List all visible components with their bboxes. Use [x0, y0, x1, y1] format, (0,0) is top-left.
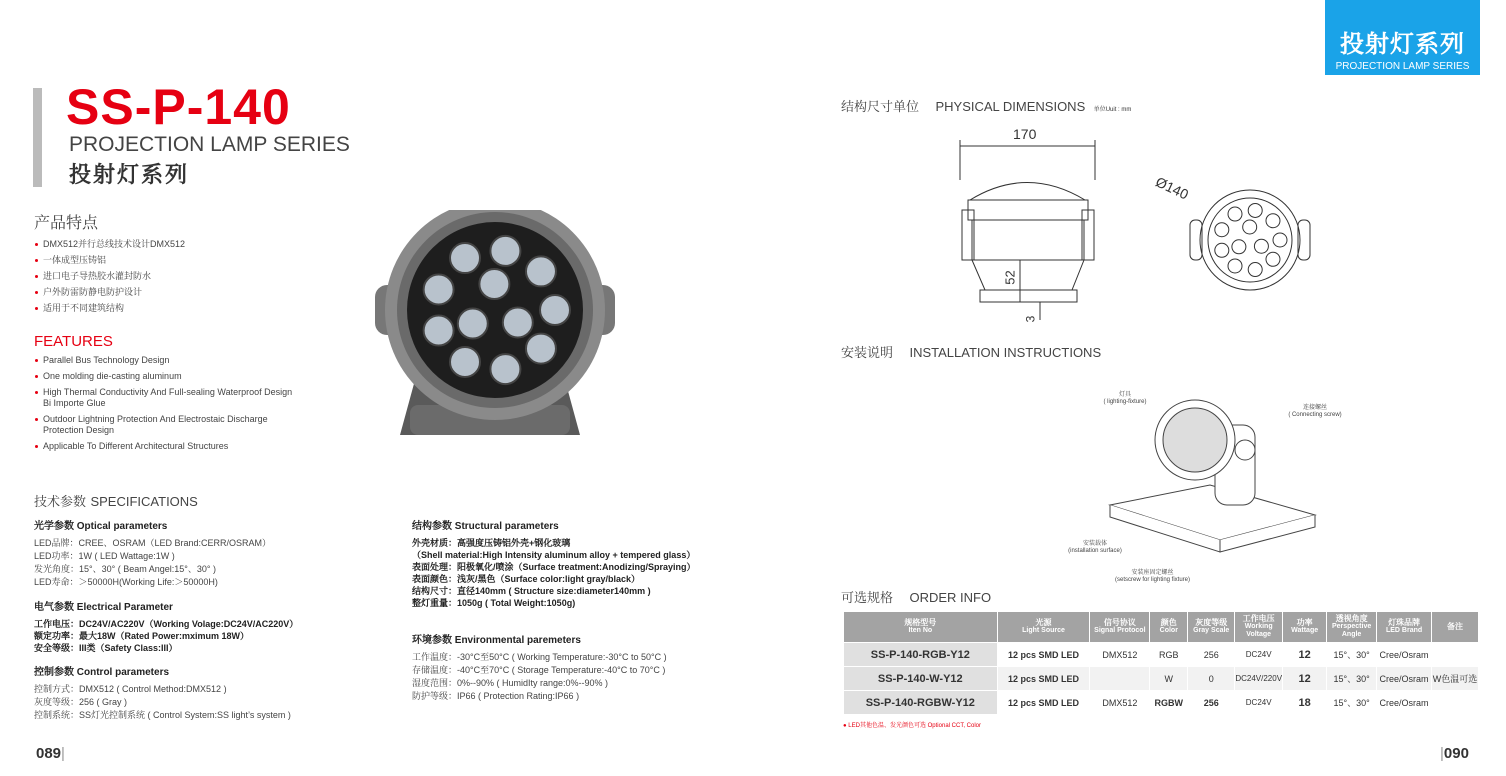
led-outline — [1266, 214, 1280, 228]
feature-cn-item: 适用于不同建筑结构 — [34, 303, 185, 314]
led-outline — [1266, 252, 1280, 266]
installation-title — [841, 342, 1101, 362]
column-header-en: Wattage — [1291, 627, 1319, 634]
label-connecting-screw: 连接螺丝 ( Connecting screw) — [1288, 405, 1342, 418]
control-spec-line: 控制系统：SS灯光控制系统 ( Control System:SS light’s system ) — [34, 710, 291, 720]
led-outline — [1228, 259, 1242, 273]
table-cell: 0 — [1188, 667, 1234, 690]
led-lens — [490, 354, 520, 384]
feature-cn-item: 户外防雷防静电防护设计 — [34, 287, 185, 298]
banner-title-en: PROJECTION LAMP SERIES — [1335, 61, 1470, 72]
features-cn — [34, 210, 185, 319]
table-cell: DMX512 — [1102, 697, 1138, 708]
dimensions-title-cn: 结构尺寸单位 — [841, 99, 920, 114]
feature-cn-item: DMX512并行总线技术设计DMX512 — [34, 239, 185, 250]
column-header-cn: 透视角度 — [1335, 614, 1368, 623]
table-cell: 15°、30° — [1333, 650, 1370, 660]
feature-cn-item: 一体成型压铸铝 — [34, 255, 185, 266]
page-number-left: 089| — [36, 745, 65, 762]
dimension-height: 52 — [1002, 270, 1018, 285]
dimensions-title — [841, 96, 1131, 116]
table-cell: 15°、30° — [1333, 698, 1370, 708]
installation-title-cn: 安装说明 — [841, 345, 894, 360]
column-header-cn: 备注 — [1447, 622, 1464, 631]
column-header — [844, 612, 997, 642]
environmental-spec-line: 存储温度：-40°C至70°C ( Storage Temperature:-40°C to 70°C ) — [412, 665, 666, 675]
led-outline — [1215, 223, 1229, 237]
led-outline — [1248, 263, 1262, 277]
column-header-en: Iten No — [908, 627, 933, 634]
table-cell: DMX512 — [1102, 649, 1138, 660]
specs-title-cn: 技术参数 — [34, 494, 87, 509]
table-cell: Cree/Osram — [1377, 667, 1431, 690]
led-outline — [1215, 243, 1229, 257]
column-header — [998, 612, 1090, 642]
feature-en-item: Parallel Bus Technology Design — [34, 355, 294, 366]
column-header — [1377, 612, 1431, 642]
structural-title: 结构参数 Structural parameters — [412, 521, 559, 532]
table-cell: 12 pcs SMD LED — [1007, 697, 1080, 708]
table-cell: DC24V — [1245, 698, 1272, 707]
table-cell: 12 — [1298, 648, 1311, 661]
column-header-en: Color — [1159, 627, 1178, 634]
led-lens — [424, 316, 454, 346]
electrical-title: 电气参数 Electrical Parameter — [34, 602, 173, 613]
dimensions-unit: 单位Uuit : mm — [1093, 107, 1132, 113]
table-cell: 12 — [1283, 667, 1326, 690]
column-header-cn: 灰度等级 — [1195, 618, 1228, 627]
optical-spec-line: LED寿命：＞50000H(Working Life:＞50000H) — [34, 577, 218, 587]
electrical-spec-line: 安全等级：III类（Safety Class:III） — [34, 643, 178, 653]
structural-spec-line: 表面颜色：浅灰/黑色（Surface color:light gray/black） — [412, 574, 641, 584]
column-header — [1283, 612, 1326, 642]
table-cell: 12 pcs SMD LED — [1007, 649, 1080, 660]
column-header — [1150, 612, 1187, 642]
structural-spec-line: 结构尺寸：直径140mm ( Structure size:diameter140mm ) — [412, 586, 651, 596]
series-en: PROJECTION LAMP SERIES — [69, 133, 350, 156]
order-note-text: LED其他色温、发光颜色可选 Optional CCT, Color — [848, 723, 981, 729]
column-header-cn: 信号协议 — [1103, 618, 1136, 627]
column-header-cn: 规格型号 — [904, 618, 937, 627]
dimensions-title-en: PHYSICAL DIMENSIONS — [935, 99, 1086, 114]
column-header-en: Perspective Angle — [1331, 623, 1372, 638]
led-outline — [1232, 240, 1246, 254]
feature-en-item: Outdoor Lightning Protection And Electrostaic Discharge Protection Design — [34, 414, 294, 436]
column-header — [1090, 612, 1149, 642]
feature-en-item: Applicable To Different Architectural Structures — [34, 441, 294, 452]
table-row — [844, 691, 1478, 714]
structural-spec-line: 整灯重量：1050g ( Total Weight:1050g) — [412, 598, 576, 608]
led-lens — [450, 243, 480, 273]
table-row — [844, 643, 1478, 666]
feature-en-item: High Thermal Conductivity And Full-sealing Waterproof Design Bi Importe Glue — [34, 387, 294, 409]
model-title: SS-P-140 — [66, 79, 291, 135]
table-cell: 256 — [1203, 697, 1219, 708]
dimension-base: 3 — [1023, 315, 1038, 323]
table-cell: 12 pcs SMD LED — [998, 667, 1090, 690]
led-lens — [450, 347, 480, 377]
label-installation-surface: 安装载体 (installation surface) — [1068, 541, 1122, 554]
led-lens — [526, 334, 556, 364]
led-outline — [1273, 233, 1287, 247]
led-lens — [540, 295, 570, 325]
specs-title-en: SPECIFICATIONS — [90, 494, 198, 509]
table-cell: 15°、30° — [1327, 667, 1376, 690]
label-fixture: 灯具 ( lighting-fixture) — [1103, 392, 1147, 405]
table-cell: 18 — [1298, 696, 1311, 709]
title-accent-bar — [33, 88, 42, 187]
led-outline — [1248, 203, 1262, 217]
control-spec-line: 灰度等级：256 ( Gray ) — [34, 697, 128, 707]
environmental-spec-line: 工作温度：-30°C至50°C ( Working Temperature:-30°C to 50°C ) — [412, 652, 667, 662]
table-cell: SS-P-140-RGB-Y12 — [844, 643, 997, 666]
table-cell: 256 — [1203, 649, 1219, 660]
environmental-spec-line: 湿度范围：0%--90% ( HumidIty range:0%--90% ) — [412, 678, 609, 688]
column-header-cn: 光源 — [1035, 618, 1052, 627]
banner-title-cn: 投射灯系列 — [1340, 31, 1465, 58]
order-table — [843, 611, 1479, 715]
feature-cn-item: 进口电子导热胶水灌封防水 — [34, 271, 185, 282]
led-lens — [526, 256, 556, 286]
optical-spec-line: LED品牌：CREE、OSRAM（LED Brand:CERR/OSRAM） — [34, 538, 272, 548]
column-header-en: Signal Protocol — [1094, 627, 1146, 634]
table-cell: RGBW — [1154, 697, 1184, 708]
dimension-diameter: Ø140 — [1153, 173, 1192, 203]
table-cell: Cree/Osram — [1379, 649, 1429, 660]
dimension-width: 170 — [1013, 126, 1037, 142]
environmental-spec-line: 防护等级：IP66 ( Protection Rating:IP66 ) — [412, 691, 580, 701]
series-cn: 投射灯系列 — [69, 162, 190, 187]
table-cell — [1432, 643, 1478, 666]
column-header — [1327, 612, 1376, 642]
column-header — [1432, 612, 1478, 642]
led-lens — [424, 274, 454, 304]
led-lens — [458, 309, 488, 339]
table-cell: DC24V — [1245, 650, 1272, 659]
optical-spec-line: LED功率：1W ( LED Wattage:1W ) — [34, 551, 175, 561]
led-outline — [1228, 207, 1242, 221]
electrical-spec-line: 工作电压：DC24V/AC220V（Working Volage:DC24V/AC220V） — [34, 619, 299, 629]
column-header-cn: 功率 — [1296, 618, 1313, 627]
table-cell — [1432, 691, 1478, 714]
table-cell: W色温可选 — [1432, 667, 1478, 690]
table-cell: Cree/Osram — [1379, 697, 1429, 708]
control-spec-line: 控制方式：DMX512 ( Control Method:DMX512 ) — [34, 684, 227, 694]
led-outline — [1254, 239, 1268, 253]
table-cell: DC24V/220V — [1235, 667, 1282, 690]
order-title — [841, 587, 991, 607]
electrical-spec-line: 额定功率：最大18W（Rated Power:mximum 18W） — [34, 631, 250, 641]
control-title: 控制参数 Control parameters — [34, 667, 170, 678]
column-header-en: Gray Scale — [1193, 627, 1230, 634]
column-header-cn: 灯珠品牌 — [1388, 618, 1421, 627]
table-cell: SS-P-140-RGBW-Y12 — [844, 691, 997, 714]
environmental-title: 环境参数 Environmental paremeters — [412, 635, 581, 646]
feature-en-item: One molding die-casting aluminum — [34, 371, 294, 382]
specs-right — [412, 517, 742, 703]
led-lens — [490, 236, 520, 266]
column-header-cn: 颜色 — [1160, 618, 1177, 627]
column-header — [1188, 612, 1234, 642]
column-header-en: Working Voltage — [1244, 623, 1273, 638]
table-cell: SS-P-140-W-Y12 — [844, 667, 997, 690]
features-en — [34, 333, 294, 457]
table-row — [844, 667, 1478, 690]
structural-spec-line: 表面处理：阳极氧化/喷涂（Surface treatment:Anodizing/Spraying） — [412, 562, 696, 572]
dimension-drawing — [950, 120, 1350, 340]
optical-title: 光学参数 Optical parameters — [34, 521, 168, 532]
order-title-cn: 可选规格 — [841, 590, 894, 605]
page-number-right: |090 — [1440, 745, 1469, 762]
features-en-title: FEATURES — [34, 333, 113, 350]
structural-spec-line: 外壳材质：高强度压铸铝外壳+钢化玻璃 — [412, 538, 571, 548]
table-cell: RGB — [1159, 649, 1179, 660]
features-cn-title: 产品特点 — [34, 215, 99, 232]
installation-title-en: INSTALLATION INSTRUCTIONS — [909, 345, 1102, 360]
order-note: ● LED其他色温、发光颜色可选 Optional CCT, Color — [843, 723, 981, 729]
column-header-en: Light Source — [1022, 627, 1065, 634]
product-photo — [370, 210, 620, 450]
column-header-cn: 工作电压 — [1242, 614, 1275, 623]
specs-title — [34, 491, 198, 511]
structural-spec-line: （Shell material:High Intensity aluminum alloy + tempered glass） — [412, 550, 696, 560]
led-lens — [479, 269, 509, 299]
led-outline — [1243, 220, 1257, 234]
specs-left — [34, 517, 394, 722]
led-lens — [503, 307, 533, 337]
label-setscrew: 安装座固定螺丝 (setscrew for lighting fixture) — [1114, 570, 1191, 583]
order-title-en: ORDER INFO — [909, 590, 992, 605]
table-cell — [1090, 667, 1149, 690]
optical-spec-line: 发光角度：15°、30° ( Beam Angel:15°、30° ) — [34, 564, 216, 574]
column-header-en: LED Brand — [1385, 627, 1423, 634]
series-banner — [1325, 0, 1480, 75]
table-cell: W — [1150, 667, 1187, 690]
column-header — [1235, 612, 1282, 642]
